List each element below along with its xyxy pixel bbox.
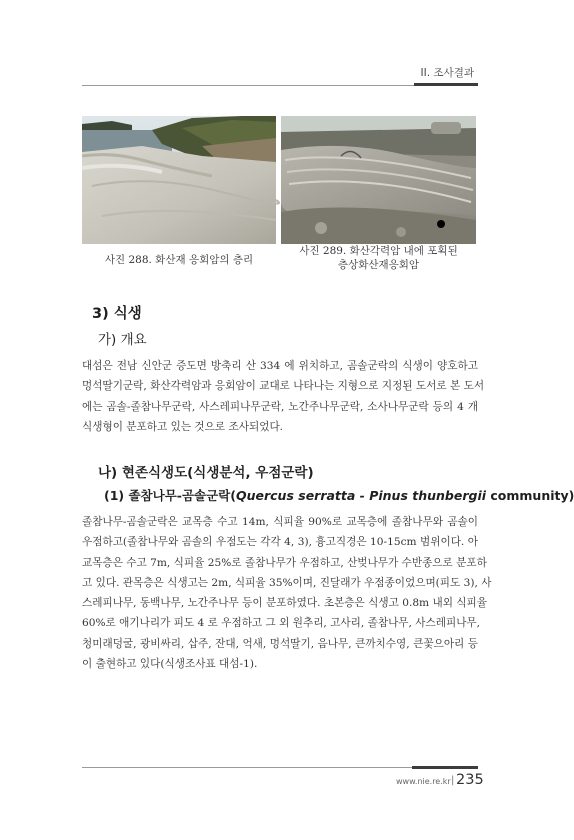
community-line: 스레피나무, 동백나무, 노간주나무 등이 분포하였다. 초본층은 식생고 0.8m 내외 식피율	[82, 597, 488, 610]
community-line: 졸참나무-곰솔군락은 교목층 수고 14m, 식피율 90%로 교목층에 졸참나무와 곰솔이	[82, 516, 478, 528]
community-heading	[104, 486, 574, 504]
community-line: 고 있다. 관목층은 식생고는 2m, 식피율 35%이며, 진달래가 우점종이었으며(피도 3), 사	[82, 576, 492, 589]
footer-separator: |	[451, 775, 455, 786]
header-tab-bar	[414, 83, 478, 86]
photo-volcanic-breccia	[281, 116, 476, 244]
subheading-overview: 가) 개요	[98, 332, 147, 348]
community-line: 60%로 애기나리가 피도 4 로 우점하고 그 외 원추리, 고사리, 졸참나무, 사스레피나무,	[82, 617, 481, 630]
overview-line: 식생형이 분포하고 있는 것으로 조사되었다.	[82, 420, 284, 433]
overview-line: 에는 곰솔-졸참나무군락, 사스레피나무군락, 노간주나무군락, 소사나무군락 등의 4 개	[82, 400, 478, 413]
community-heading-latin: Quercus serratta - Pinus thunbergii	[235, 488, 487, 503]
community-heading-suffix: community)	[486, 488, 574, 503]
community-heading-prefix: (1) 졸참나무-곰솔군락(	[104, 488, 236, 503]
subheading-current-vegetation: 나) 현존식생도(식생분석, 우점군락)	[98, 465, 314, 481]
footer-tab-bar	[412, 766, 478, 769]
photo-caption-289	[281, 244, 476, 272]
overview-line: 대섬은 전남 신안군 증도면 방축리 산 334 에 위치하고, 곰솔군락의 식생이 양호하고	[82, 360, 478, 372]
overview-paragraph	[82, 356, 485, 437]
section-heading-vegetation: 3) 식생	[92, 306, 142, 322]
overview-line: 멍석딸기군락, 화산각력암과 응회암이 교대로 나타나는 지형으로 지정된 도서로 본 도서	[82, 380, 485, 393]
running-header	[82, 62, 478, 86]
photo-tuff-bedding	[82, 116, 276, 244]
footer-url[interactable]: www.nie.re.kr	[396, 777, 451, 786]
community-line: 우점하고(졸참나무와 곰솔의 우점도는 각각 4, 3), 흉고직경은 10-15cm 범위이다. 아	[82, 536, 478, 549]
photo-caption-289-line2: 층상화산재응회암	[337, 259, 420, 271]
community-paragraph	[82, 512, 492, 674]
photo-caption-289-line1: 사진 289. 화산각력암 내에 포획된	[299, 245, 458, 257]
running-header-section: II. 조사결과	[420, 67, 474, 79]
community-line: 이 출현하고 있다(식생조사표 대섬-1).	[82, 658, 258, 671]
community-line: 청미래덩굴, 광비싸리, 삽주, 잔대, 억새, 멍석딸기, 음나무, 큰까치수영, 큰꽃으아리 등	[82, 637, 478, 650]
community-line: 교목층은 수고 7m, 식피율 25%로 졸참나무가 우점하고, 산벚나무가 수반종으로 분포하	[82, 556, 487, 569]
page-number: 235	[456, 772, 484, 788]
photo-caption-288: 사진 288. 화산재 응회암의 층리	[104, 254, 254, 266]
